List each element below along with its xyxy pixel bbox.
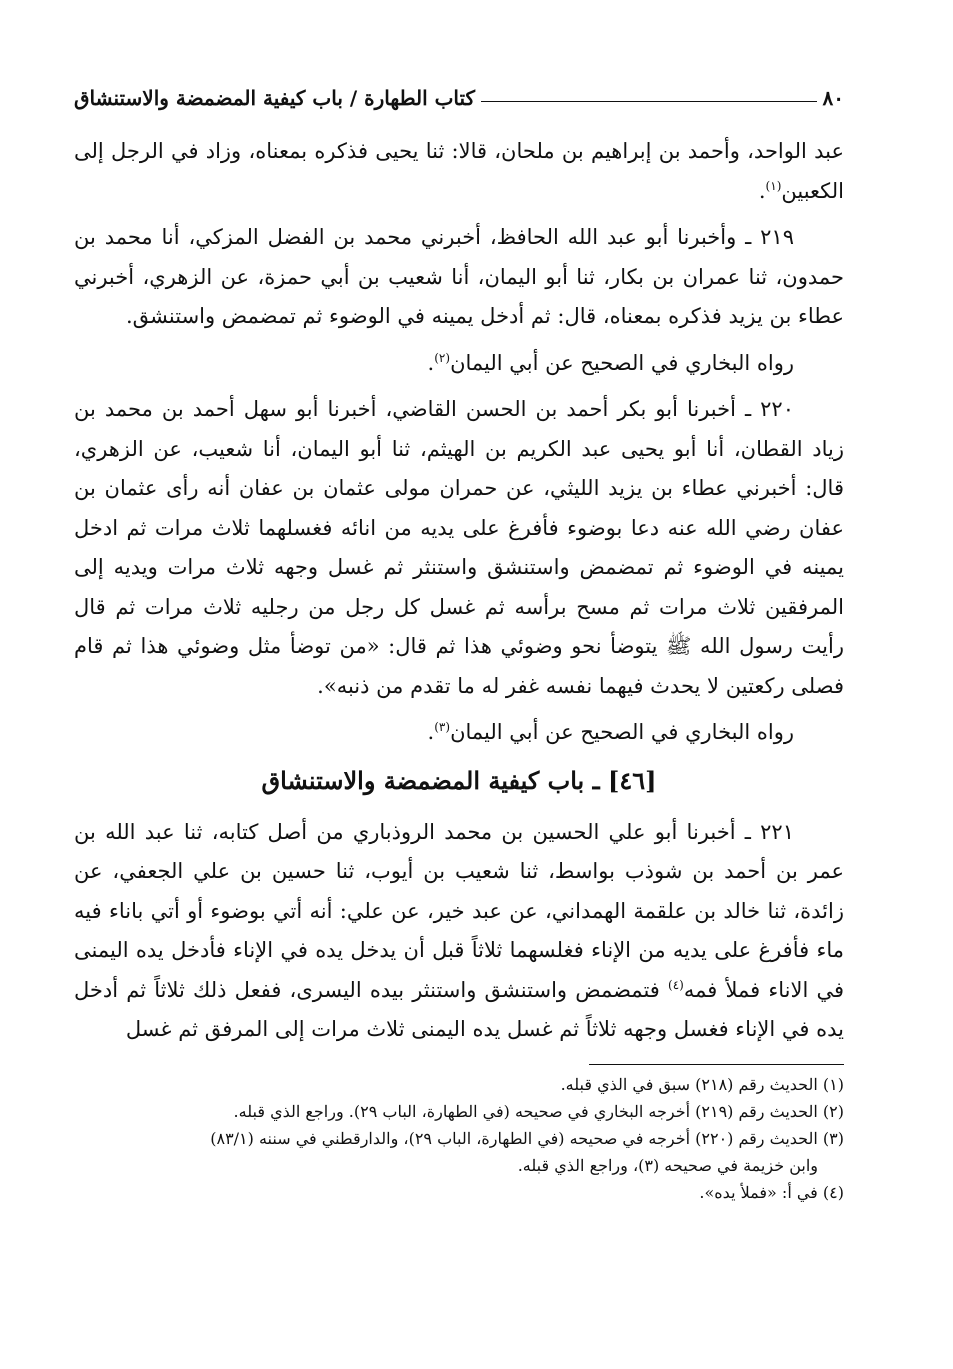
paragraph-text: ٢٢١ ـ أخبرنا أبو علي الحسين بن محمد الروذباري من أصل كتابه، ثنا عبد الله بن عمر بن أحمد بن شوذب بواسط، ثنا شعيب بن أيوب، ثنا حسين بن علي الجعفي، عن زائدة، ثنا خالد بن علقمة الهمداني، عن عبد خير، عن علي: أنه أتي بوضوء أو أتي باناء فيه ماء فأفرغ على يديه من الإناء فغلسهما ثلاثاً قبل أن يدخل يده في الإناء فأدخل يده اليمنى في الاناء فملأ فمه: [74, 819, 844, 1002]
paragraph: [74, 132, 844, 211]
footnotes: [74, 1071, 844, 1206]
paragraph-hadith-220: [74, 390, 844, 706]
page-number: ٨٠: [822, 86, 844, 110]
footnote: (٤) في أ: «فملأ يده».: [699, 1182, 844, 1202]
footnote: (٣) الحديث رقم (٢٢٠) أخرجه في صحيحه (في الطهارة، الباب ٢٩)، والدارقطني في سننه (٨٣/١): [210, 1128, 844, 1148]
footnote-marker: (٣): [434, 720, 451, 734]
paragraph-tail: .: [427, 350, 435, 375]
paragraph-tail: .: [427, 720, 435, 744]
footnote-continuation: وابن خزيمة في صحيحه (٣)، وراجع الذي قبله.: [517, 1155, 818, 1175]
paragraph-text: فتمضمض واستنشق واستنثر بيده اليسرى، ففعل ذلك ثلاثاً ثم أدخل يده في الإناء فغسل وجهه ثلاثاً ثم غسل يده اليمنى ثلاث مرات إلى المرفق ثم غسل: [74, 977, 844, 1041]
paragraph-text: ٢١٩ ـ وأخبرنا أبو عبد الله الحافظ، أخبرني محمد بن الفضل المزكي، أنا محمد بن حمدون، ثنا عمران بن بكار، ثنا أبو اليمان، أنا شعيب بن أبي حمزة، عن الزهري، أخبرني عطاء بن يزيد فذكره بمعناه، قال: ثم أدخل يمينه في الوضوء ثم تمضمض واستنشق.: [74, 225, 844, 328]
footnote-separator: [589, 1064, 844, 1065]
footnote-marker: (٤): [668, 977, 684, 992]
footnote-marker: (٢): [434, 350, 451, 365]
paragraph: [74, 713, 844, 753]
paragraph: [74, 344, 844, 384]
paragraph-text: عبد الواحد، وأحمد بن إبراهيم بن ملحان، قالا: ثنا يحيى فذكره بمعناه، وزاد في الرجل إلى الكعبين: [74, 139, 844, 203]
footnote-marker: (١): [765, 178, 782, 193]
footnote: (١) الحديث رقم (٢١٨) سبق في الذي قبله.: [560, 1074, 844, 1094]
paragraph-hadith-221: [74, 813, 844, 1050]
paragraph-text: رواه البخاري في الصحيح عن أبي اليمان: [450, 720, 794, 744]
main-text: [74, 132, 844, 1050]
paragraph-text: ٢٢٠ ـ أخبرنا أبو بكر أحمد بن الحسن القاضي، أخبرنا أبو سهل أحمد بن محمد بن زياد القطان، أنا أبو يحيى عبد الكريم بن الهيثم، ثنا أبو اليمان، أنا شعيب، عن الزهري، قال: أخبرني عطاء بن يزيد الليثي، عن حمران مولى عثمان بن عفان أنه رأى عثمان بن عفان رضي الله عنه دعا بوضوء فأفرغ على يديه من انائه فغسلهما ثلاث مرات ثم ادخل يمينه في الوضوء ثم تمضمض واستنشق واستنثر ثم غسل وجهه ثلاث مرات ويديه إلى المرفقين ثلاث مرات ثم مسح برأسه ثم غسل كل رجل من رجليه ثلاث مرات ثم قال رأيت رسول الله ﷺ يتوضأ نحو وضوئي هذا ثم قال: «من توضأ مثل وضوئي هذا ثم قام فصلى ركعتين لا يحدث فيهما نفسه غفر له ما تقدم من ذنبه».: [74, 397, 844, 698]
page-header: [74, 70, 844, 110]
paragraph-tail: .: [758, 178, 766, 203]
footnote: (٢) الحديث رقم (٢١٩) أخرجه البخاري في صحيحه (في الطهارة، الباب ٢٩). وراجع الذي قبله.: [233, 1101, 844, 1121]
running-title: كتاب الطهارة / باب كيفية المضمضة والاستنشاق: [74, 86, 476, 110]
paragraph-text: رواه البخاري في الصحيح عن أبي اليمان: [450, 350, 794, 375]
paragraph-hadith-219: [74, 218, 844, 337]
book-page: [74, 70, 844, 1206]
section-heading: [٤٦] ـ باب كيفية المضمضة والاستنشاق: [261, 765, 657, 795]
header-rule: [481, 101, 816, 102]
